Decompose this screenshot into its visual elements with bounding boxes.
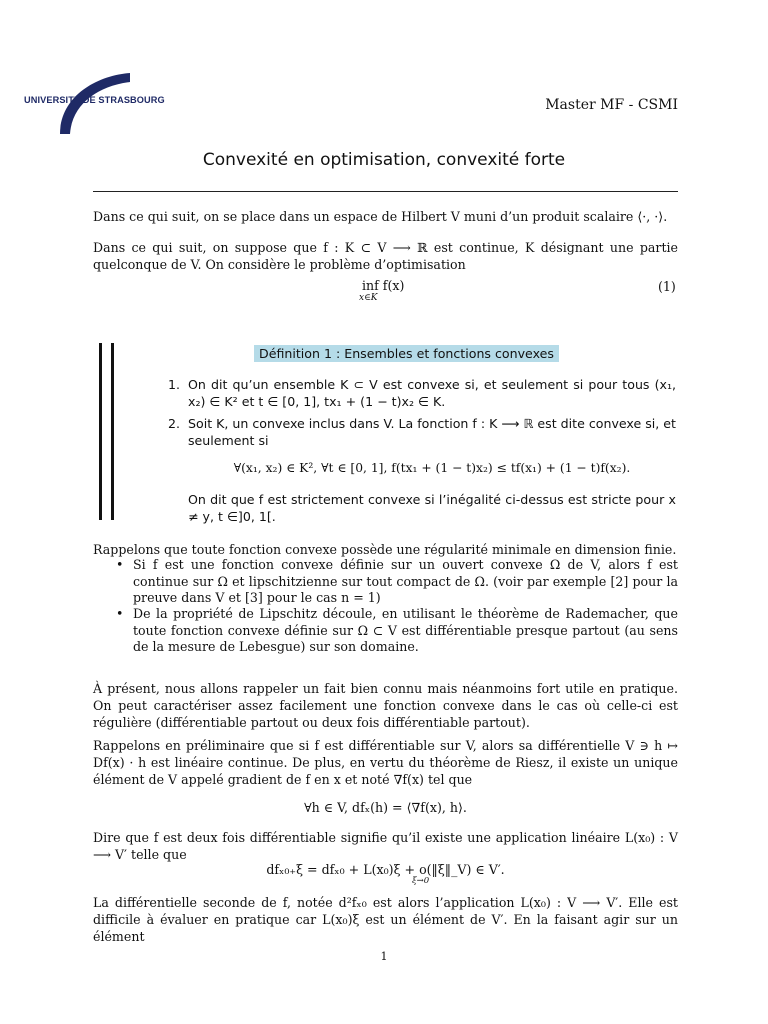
paragraph-assumption: Dans ce qui suit, on suppose que f : K ⊂ V ⟶ ℝ est continue, K désignant une partie quelconque de V. On considère le problème d’optimisation [93,240,678,272]
paragraph-twice-differentiable: Dire que f est deux fois différentiable signifie qu’il existe une application linéaire L(x₀) : V ⟶ V′ telle que [93,830,678,862]
definition-left-bar-inner [111,343,114,520]
equation-inf [362,278,404,293]
definition-title: Définition 1 : Ensembles et fonctions convexes [254,345,559,362]
bullet-text-rademacher: De la propriété de Lipschitz découle, en utilisant le théorème de Rademacher, que toute fonction convexe définie sur Ω ⊂ V est différentiable presque partout (au sens de la mesure de Lebesgue) sur son domaine. [133,606,678,654]
convexity-inequality: ∀(x₁, x₂) ∈ K², ∀t ∈ [0, 1], f(tx₁ + (1 − t)x₂) ≤ tf(x₁) + (1 − t)f(x₂). [233,461,631,475]
university-logo [24,70,174,140]
definition-left-bar [99,343,102,520]
bullet-icon: • [116,606,124,621]
strict-convexity-text: On dit que f est strictement convexe si l’inégalité ci-dessus est stricte pour x ≠ y, t ∈]0, 1[. [188,492,676,524]
equation-inf-subscript: x∈K [359,293,378,303]
logo-text-name: STRASBOURG [98,95,165,105]
logo-arc-icon [24,70,174,140]
definition-item-2-text: Soit K, un convexe inclus dans V. La fonction f : K ⟶ ℝ est dite convexe si, et seulement si [188,416,676,448]
page-number: 1 [380,950,388,963]
paragraph-second-differential: La différentielle seconde de f, notée d²fₓ₀ est alors l’application L(x₀) : V ⟶ V′. Elle est difficile à évaluer en pratique car L(x₀)ξ est un élément de V′. En la faisant agir sur un élément [93,895,678,944]
definition-item-1 [168,376,676,412]
equation-number: (1) [658,279,676,294]
paragraph-gradient: Rappelons en préliminaire que si f est différentiable sur V, alors sa différentielle V ∋ h ↦ Df(x) · h est linéaire continue. De plus, en vertu du théorème de Riesz, il existe un unique élément de V appelé gradient de f en x et noté ∇f(x) tel que [93,738,678,787]
bullet-text-continuity: Si f est une fonction convexe définie sur un ouvert convexe Ω de V, alors f est continue sur Ω et lipschitzienne sur tout compact de Ω. (voir par exemple [2] pour la preuve dans V et [3] pour le cas n = 1) [133,557,678,605]
logo-text [24,95,165,105]
title-rule [93,191,678,192]
gradient-equation: ∀h ∈ V, dfₓ(h) = ⟨∇f(x), h⟩. [304,800,467,815]
paragraph-regularity: Rappelons que toute fonction convexe possède une régularité minimale en dimension finie. [93,542,677,557]
second-derivative-equation: dfₓ₀₊ξ = dfₓ₀ + L(x₀)ξ + o(‖ξ‖_V) ∈ V′. [266,862,505,877]
paragraph-characterization: À présent, nous allons rappeler un fait bien connu mais néanmoins fort utile en pratique. On peut caractériser assez facilement une fonction convexe dans le cas où celle-ci est régulière (différentiable partout ou deux fois différentiable partout). [93,681,678,730]
paragraph-hilbert: Dans ce qui suit, on se place dans un espace de Hilbert V muni d’un produit scalaire ⟨·, ·⟩. [93,209,668,224]
course-label: Master MF - CSMI [545,97,678,113]
definition-item-2 [168,415,676,451]
equation-inf-text: inf f(x) [362,278,405,293]
definition-item-2-number: 2. [168,416,181,431]
definition-item-1-number: 1. [168,377,181,392]
list-item [93,557,678,607]
definition-item-1-text: On dit qu’un ensemble K ⊂ V est convexe si, et seulement si pour tous (x₁, x₂) ∈ K² et t ∈ [0, 1], tx₁ + (1 − t)x₂ ∈ K. [188,377,676,409]
second-derivative-subscript: ξ→0 [412,876,430,886]
bullet-icon: • [116,557,124,572]
list-item [93,606,678,656]
logo-text-prefix: UNIVERSITÉ DE [24,95,99,105]
document-title: Convexité en optimisation, convexité forte [202,150,566,170]
